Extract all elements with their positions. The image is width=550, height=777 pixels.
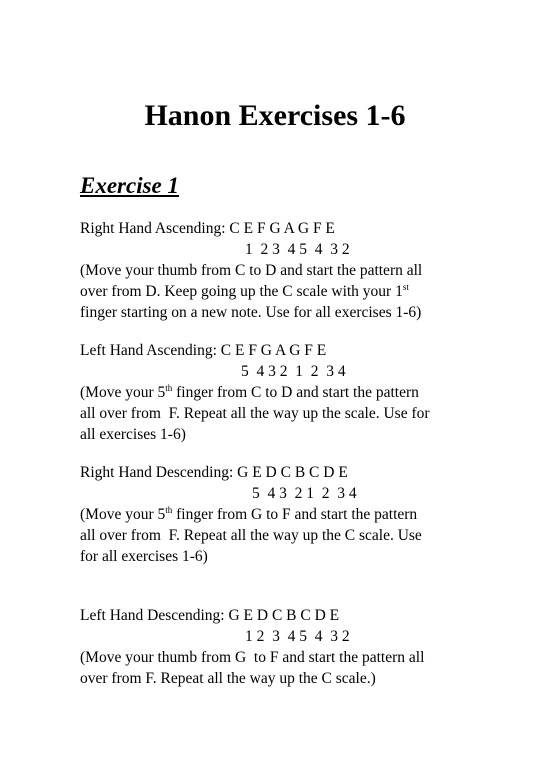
page-title: Hanon Exercises 1-6 bbox=[144, 99, 406, 132]
rh-ascending-fingering: 1 2 3 4 5 4 3 2 bbox=[245, 241, 350, 258]
rh-descending-note-line-3: for all exercises 1-6) bbox=[80, 548, 208, 565]
lh-ascending-note-line-3: all exercises 1-6) bbox=[80, 426, 186, 443]
lh-ascending-note-line-2: all over from F. Repeat all the way up the scale. Use for bbox=[80, 405, 430, 422]
rh-descending-note-line-1: (Move your 5th finger from G to F and start the pattern bbox=[80, 504, 418, 523]
rh-ascending-label: Right Hand Ascending: C E F G A G F E bbox=[80, 220, 335, 237]
lh-descending-label: Left Hand Descending: G E D C B C D E bbox=[80, 607, 340, 624]
rh-ascending-note-line-2: over from D. Keep going up the C scale with your 1st bbox=[80, 281, 409, 300]
lh-ascending-note-line-1: (Move your 5th finger from C to D and start the pattern bbox=[80, 382, 419, 401]
lh-descending-fingering: 1 2 3 4 5 4 3 2 bbox=[245, 628, 350, 645]
lh-ascending-fingering: 5 4 3 2 1 2 3 4 bbox=[241, 363, 346, 380]
exercise-heading: Exercise 1 bbox=[80, 173, 180, 198]
rh-ascending-note-line-1: (Move your thumb from C to D and start the pattern all bbox=[80, 262, 423, 279]
lh-ascending-label: Left Hand Ascending: C E F G A G F E bbox=[80, 342, 327, 359]
lh-descending-note-line-1: (Move your thumb from G to F and start the pattern all bbox=[80, 649, 425, 666]
rh-descending-label: Right Hand Descending: G E D C B C D E bbox=[80, 464, 348, 481]
lh-descending-note-line-2: over from F. Repeat all the way up the C scale.) bbox=[80, 670, 376, 687]
rh-descending-fingering: 5 4 3 2 1 2 3 4 bbox=[252, 485, 357, 502]
rh-ascending-note-line-3: finger starting on a new note. Use for all exercises 1-6) bbox=[80, 304, 422, 321]
rh-descending-note-line-2: all over from F. Repeat all the way up the C scale. Use bbox=[80, 527, 422, 544]
